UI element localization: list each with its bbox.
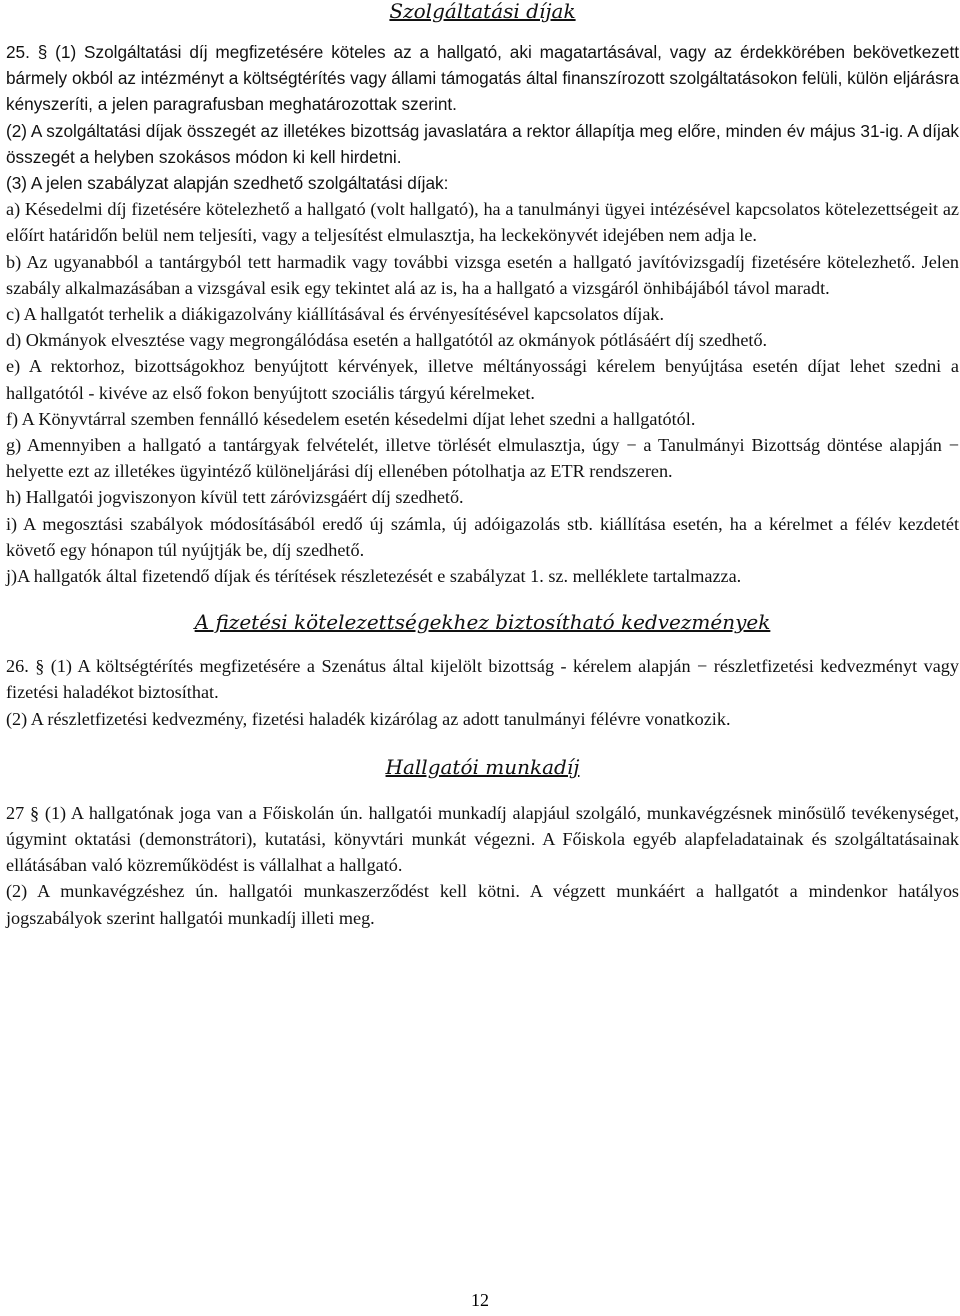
paragraph-25-i: i) A megosztási szabályok módosításából eredő új számla, új adóigazolás stb. kiállítása esetén, ha a kérelmet a félév kezdetét követő egy hónapon túl nyújtják be, díj szedhető. (6, 513, 959, 560)
document-page (6, 0, 959, 931)
paragraph-26-1: 26. § (1) A költségtérítés megfizetésére a Szenátus által kijelölt bizottság - kérelem alapján − részletfizetési kedvezményt vagy fizetési haladékot biztosíthat. (6, 656, 959, 703)
paragraph-25-3: (3) A jelen szabályzat alapján szedhető szolgáltatási díjak: (6, 173, 449, 194)
paragraph-25-2: (2) A szolgáltatási díjak összegét az illetékes bizottság javaslatára a rektor állapítja meg előre, minden év május 31-ig. A díjak összegét a helyben szokásos módon ki kell hirdetni. (6, 120, 959, 167)
paragraph-27-2: (2) A munkavégzéshez ún. hallgatói munkaszerződést kell kötni. A végzett munkáért a hallgatót a mindenkor hatályos jogszabályok szerint hallgatói munkadíj illeti meg. (6, 881, 959, 928)
paragraph-27-1: 27 § (1) A hallgatónak joga van a Főiskolán ún. hallgatói munkadíj alapjául szolgáló, munkavégzésnek minősülő tevékenységet, úgymint oktatási (demonstrátori), kutatási, könyvtári munkát végezni. A Főiskola egyéb alapfeladatainak és szolgáltatásainak ellátásában való közreműködést is vállalhat a hallgató. (6, 802, 959, 876)
paragraph-25-1: 25. § (1) Szolgáltatási díj megfizetésére köteles az a hallgató, aki magatartásával, vagy az érdekkörében bekövetkezett bármely okból az intézményt a költségtérítés vagy állami támogatás által finanszírozott szolgáltatásokon felüli, külön eljárásra kényszeríti, a jelen paragrafusban meghatározottak szerint. (6, 42, 959, 115)
page-number: 12 (471, 1290, 489, 1310)
paragraph-25-j: j)A hallgatók által fizetendő díjak és térítések részletezését e szabályzat 1. sz. melléklete tartalmazza. (6, 566, 742, 587)
section-title-fees: Szolgáltatási díjak (389, 0, 576, 23)
paragraph-25-e: e) A rektorhoz, bizottságokhoz benyújtott kérvények, illetve méltányossági kérelem benyújtása esetén díjat lehet szedni a hallgatótól - kivéve az első fokon benyújtott szociális tárgyú kérelmeket. (6, 356, 959, 403)
paragraph-26-2: (2) A részletfizetési kedvezmény, fizetési haladék kizárólag az adott tanulmányi félévre vonatkozik. (6, 708, 731, 729)
paragraph-25-a: a) Késedelmi díj fizetésére kötelezhető a hallgató (volt hallgató), ha a tanulmányi ügyei intézésével kapcsolatos kötelezettségeit az előírt határidőn belül nem teljesíti, vagy a teljesítést elmulasztja, ha leckekönyvét idejében nem adja le. (6, 199, 959, 246)
paragraph-25-c: c) A hallgatót terhelik a diákigazolvány kiállításával és érvényesítésével kapcsolatos díjak. (6, 304, 665, 325)
section-title-discounts: A fizetési kötelezettségekhez biztosítható kedvezmények (194, 610, 771, 635)
paragraph-25-b: b) Az ugyanabból a tantárgyból tett harmadik vagy további vizsga esetén a hallgató javítóvizsgadíj fizetésére kötelezhető. Jelen szabály alkalmazásában a vizsgával esik egy tekintet alá az is, ha a hallgató a vizsgáról önhibájából távol maradt. (6, 251, 959, 298)
paragraph-25-g: g) Amennyiben a hallgató a tantárgyak felvételét, illetve törlését elmulasztja, úgy − a Tanulmányi Bizottság döntése alapján − helyette ezt az illetékes ügyintéző különeljárási díj ellenében pótolhatja az ETR rendszeren. (6, 435, 959, 482)
paragraph-25-d: d) Okmányok elvesztése vagy megrongálódása esetén a hallgatótól az okmányok pótlásáért díj szedhető. (6, 330, 768, 351)
paragraph-25-f: f) A Könyvtárral szemben fennálló késedelem esetén késedelmi díjat lehet szedni a hallgatótól. (6, 408, 696, 429)
paragraph-25-h: h) Hallgatói jogviszonyon kívül tett záróvizsgáért díj szedhető. (6, 487, 464, 508)
section-title-work: Hallgatói munkadíj (385, 754, 580, 779)
